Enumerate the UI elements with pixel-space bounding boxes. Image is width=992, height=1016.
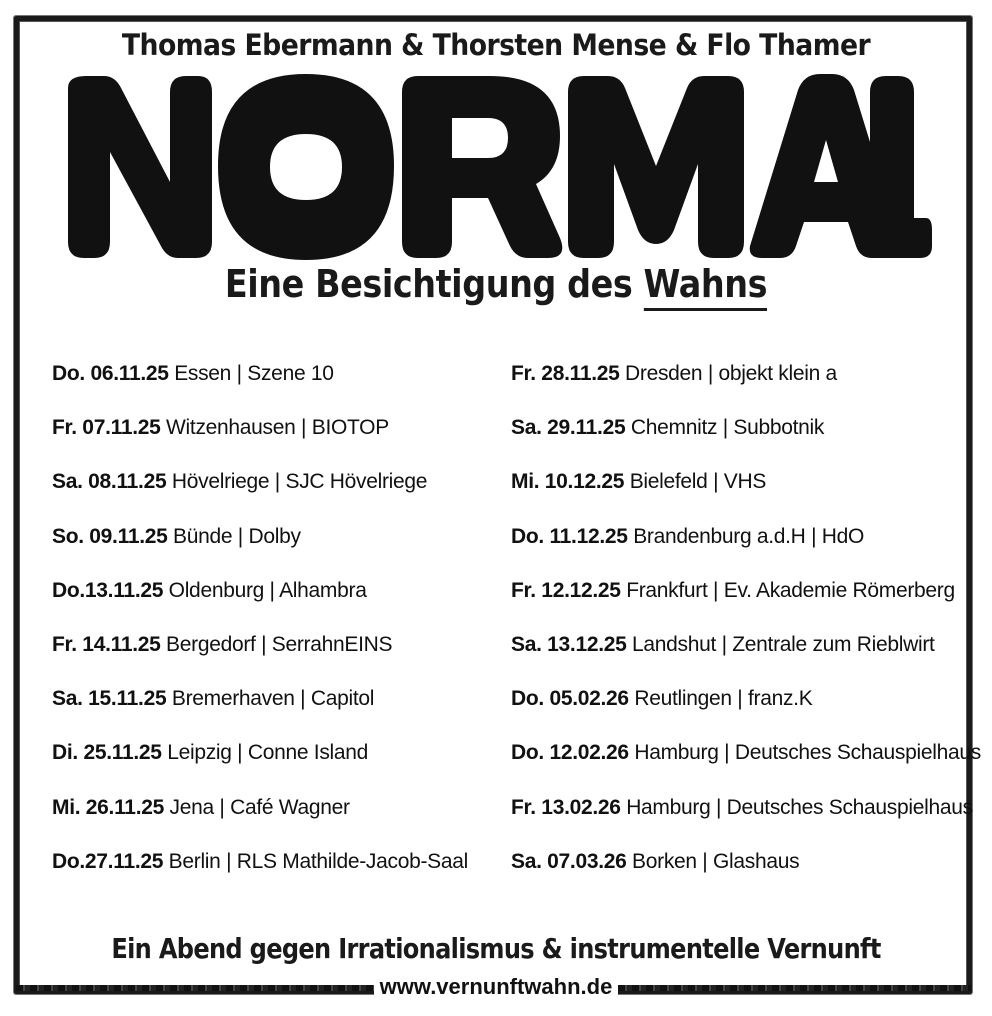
date-row bbox=[511, 790, 981, 844]
date: Do.13.11.25 bbox=[52, 578, 164, 602]
date: Fr. 28.11.25 bbox=[511, 362, 620, 385]
date-row bbox=[511, 627, 981, 681]
date: Mi. 26.11.25 bbox=[52, 795, 164, 819]
date-row bbox=[52, 464, 468, 518]
venue: Frankfurt | Ev. Akademie Römerberg bbox=[620, 578, 955, 602]
date-row bbox=[52, 790, 468, 844]
date: So. 09.11.25 bbox=[52, 524, 168, 548]
venue: Witzenhausen | BIOTOP bbox=[160, 416, 389, 440]
venue: Bünde | Dolby bbox=[167, 524, 301, 548]
date: Fr. 13.02.26 bbox=[511, 795, 621, 819]
date-row bbox=[52, 681, 468, 735]
date-row bbox=[52, 573, 468, 627]
dates-column-right bbox=[511, 356, 981, 898]
venue: Berlin | RLS Mathilde-Jacob-Saal bbox=[163, 849, 468, 873]
venue: Leipzig | Conne Island bbox=[161, 741, 369, 765]
date-row bbox=[511, 681, 981, 735]
subtitle-main: Eine Besichtigung des bbox=[224, 262, 644, 306]
date: Sa. 08.11.25 bbox=[52, 470, 167, 494]
venue: Bergedorf | SerrahnEINS bbox=[160, 632, 393, 656]
subtitle bbox=[60, 262, 933, 306]
date-row bbox=[511, 573, 981, 627]
venue: Oldenburg | Alhambra bbox=[163, 578, 367, 602]
date-row bbox=[52, 410, 468, 464]
date-row bbox=[52, 844, 468, 898]
date: Fr. 14.11.25 bbox=[52, 632, 161, 656]
normal-logo bbox=[60, 70, 940, 265]
website-link[interactable]: www.vernunftwahn.de bbox=[374, 974, 619, 999]
date: Sa. 07.03.26 bbox=[511, 849, 627, 873]
date: Sa. 15.11.25 bbox=[52, 687, 167, 711]
date: Do. 06.11.25 bbox=[52, 362, 169, 385]
venue: Borken | Glashaus bbox=[626, 849, 800, 873]
date: Do. 11.12.25 bbox=[511, 524, 628, 548]
venue: Hamburg | Deutsches Schauspielhaus bbox=[628, 741, 981, 765]
tagline: Ein Abend gegen Irrationalismus & instrumentelle Vernunft bbox=[111, 932, 881, 965]
date-row bbox=[511, 735, 981, 789]
date-row bbox=[52, 735, 468, 789]
venue: Bremerhaven | Capitol bbox=[166, 687, 375, 711]
date: Fr. 12.12.25 bbox=[511, 578, 621, 602]
venue: Hövelriege | SJC Hövelriege bbox=[166, 470, 428, 494]
venue: Chemnitz | Subbotnik bbox=[625, 416, 825, 440]
website-line bbox=[0, 974, 992, 1000]
date: Sa. 13.12.25 bbox=[511, 632, 627, 656]
date: Di. 25.11.25 bbox=[52, 741, 162, 765]
date: Do. 05.02.26 bbox=[511, 687, 629, 711]
date: Fr. 07.11.25 bbox=[52, 416, 161, 440]
date-row bbox=[511, 464, 981, 518]
subtitle-underlined-word: Wahns bbox=[644, 262, 768, 311]
venue: Jena | Café Wagner bbox=[163, 795, 350, 819]
date-row bbox=[52, 519, 468, 573]
dates-column-left bbox=[52, 356, 468, 898]
date-row bbox=[52, 356, 468, 410]
date-row bbox=[511, 844, 981, 898]
venue: Bielefeld | VHS bbox=[624, 470, 767, 494]
venue: Essen | Szene 10 bbox=[168, 362, 334, 385]
date: Mi. 10.12.25 bbox=[511, 470, 625, 494]
date-row bbox=[511, 410, 981, 464]
venue: Hamburg | Deutsches Schauspielhaus bbox=[620, 795, 973, 819]
authors-line: Thomas Ebermann & Thorsten Mense & Flo Thamer bbox=[121, 28, 871, 62]
venue: Landshut | Zentrale zum Rieblwirt bbox=[626, 632, 935, 656]
date-row bbox=[52, 627, 468, 681]
date: Sa. 29.11.25 bbox=[511, 416, 626, 440]
date: Do.27.11.25 bbox=[52, 849, 164, 873]
venue: Brandenburg a.d.H | HdO bbox=[627, 524, 865, 548]
venue: Dresden | objekt klein a bbox=[619, 362, 837, 385]
date-row bbox=[511, 519, 981, 573]
date: Do. 12.02.26 bbox=[511, 741, 629, 765]
venue: Reutlingen | franz.K bbox=[628, 687, 813, 711]
date-row bbox=[511, 356, 981, 410]
